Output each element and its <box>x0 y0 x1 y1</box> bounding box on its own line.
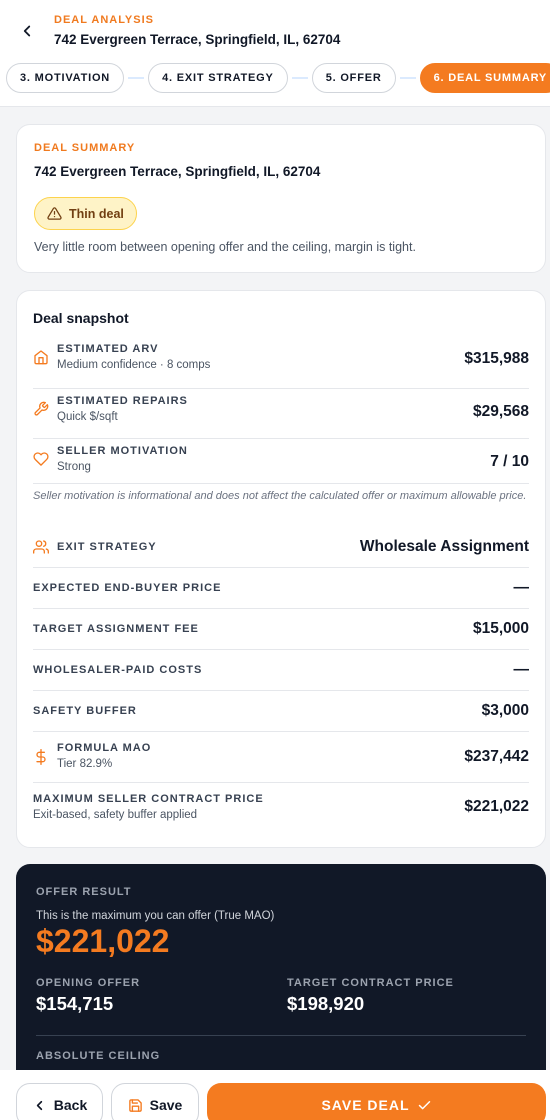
absolute-ceiling-label: ABSOLUTE CEILING <box>36 1050 161 1062</box>
max-seller-label: MAXIMUM SELLER CONTRACT PRICE <box>33 793 264 805</box>
step-tabs <box>6 62 550 94</box>
opening-offer-value: $154,715 <box>36 993 114 1014</box>
motivation-disclaimer: Seller motivation is informational and does not affect the calculated offer or maximum allowable price. <box>33 490 527 502</box>
thin-deal-badge <box>34 197 137 230</box>
repairs-row <box>33 389 529 439</box>
offer-result-label: OFFER RESULT <box>36 886 132 898</box>
summary-note: Very little room between opening offer and the ceiling, margin is tight. <box>34 240 416 254</box>
dollar-icon <box>33 749 49 765</box>
step-connector <box>128 77 144 79</box>
badge-label: Thin deal <box>69 206 124 221</box>
end-buyer-row <box>33 568 529 609</box>
deal-snapshot-card <box>16 290 546 848</box>
wholesaler-costs-label: WHOLESALER-PAID COSTS <box>33 664 203 676</box>
assignment-fee-value: $15,000 <box>472 620 529 637</box>
repairs-sub: Quick $/sqft <box>57 411 118 423</box>
save-button[interactable] <box>111 1083 199 1120</box>
offer-result-value: $221,022 <box>36 923 170 959</box>
motivation-value: 7 / 10 <box>490 453 529 470</box>
offer-result-desc: This is the maximum you can offer (True MAO) <box>36 910 275 922</box>
summary-eyebrow: DEAL SUMMARY <box>34 142 136 154</box>
assignment-fee-row <box>33 609 529 650</box>
save-label: Save <box>149 1097 183 1113</box>
check-icon <box>417 1098 432 1113</box>
exit-strategy-value: Wholesale Assignment <box>359 538 529 555</box>
header-eyebrow: DEAL ANALYSIS <box>54 14 155 26</box>
home-icon <box>33 349 49 365</box>
step-connector <box>292 77 308 79</box>
users-icon <box>33 539 49 555</box>
header <box>0 0 550 107</box>
header-address: 742 Evergreen Terrace, Springfield, IL, 62704 <box>54 32 341 47</box>
arv-value: $315,988 <box>464 350 529 367</box>
wholesaler-costs-value: — <box>513 661 529 678</box>
max-seller-sub: Exit-based, safety buffer applied <box>33 809 198 821</box>
chevron-left-icon <box>32 1098 47 1113</box>
save-deal-button[interactable] <box>207 1083 546 1120</box>
back-label: Back <box>53 1097 88 1113</box>
exit-strategy-label: EXIT STRATEGY <box>57 541 157 553</box>
footer-actions <box>0 1070 550 1120</box>
step-connector <box>400 77 416 79</box>
target-contract-label: TARGET CONTRACT PRICE <box>287 977 454 989</box>
step-deal-summary[interactable]: 6. DEAL SUMMARY <box>420 63 550 93</box>
warning-icon <box>47 206 62 221</box>
motivation-label: SELLER MOTIVATION <box>57 445 188 457</box>
target-contract-value: $198,920 <box>287 993 365 1014</box>
wholesaler-costs-row <box>33 650 529 691</box>
snapshot-title: Deal snapshot <box>33 310 129 326</box>
formula-mao-value: $237,442 <box>464 748 529 765</box>
step-exit-strategy[interactable]: 4. EXIT STRATEGY <box>148 63 288 93</box>
safety-buffer-row <box>33 691 529 732</box>
opening-offer-label: OPENING OFFER <box>36 977 141 989</box>
end-buyer-value: — <box>513 579 529 596</box>
max-seller-row <box>33 783 529 833</box>
formula-mao-label: FORMULA MAO <box>57 742 152 754</box>
summary-address: 742 Evergreen Terrace, Springfield, IL, 62704 <box>34 164 321 179</box>
motivation-row <box>33 439 529 483</box>
repairs-label: ESTIMATED REPAIRS <box>57 395 188 407</box>
step-offer[interactable]: 5. OFFER <box>312 63 396 93</box>
formula-mao-sub: Tier 82.9% <box>57 758 113 770</box>
save-deal-label: SAVE DEAL <box>321 1097 410 1113</box>
motivation-sub: Strong <box>57 461 91 473</box>
assignment-fee-label: TARGET ASSIGNMENT FEE <box>33 623 199 635</box>
back-button[interactable] <box>16 1083 103 1120</box>
arv-label: ESTIMATED ARV <box>57 343 159 355</box>
formula-mao-row <box>33 732 529 783</box>
end-buyer-label: EXPECTED END-BUYER PRICE <box>33 582 222 594</box>
repairs-value: $29,568 <box>472 403 529 420</box>
heart-icon <box>33 451 49 467</box>
arv-sub: Medium confidence · 8 comps <box>57 359 211 371</box>
divider <box>36 1035 526 1036</box>
floppy-disk-icon <box>128 1098 143 1113</box>
safety-buffer-label: SAFETY BUFFER <box>33 705 137 717</box>
content <box>0 107 550 1120</box>
wrench-icon <box>33 401 49 417</box>
arv-row <box>33 338 529 389</box>
step-motivation[interactable]: 3. MOTIVATION <box>6 63 124 93</box>
divider <box>33 483 529 484</box>
max-seller-value: $221,022 <box>464 798 529 815</box>
safety-buffer-value: $3,000 <box>481 702 529 719</box>
exit-strategy-row <box>33 527 529 568</box>
back-chevron-icon[interactable] <box>18 22 36 40</box>
deal-summary-card <box>16 124 546 273</box>
